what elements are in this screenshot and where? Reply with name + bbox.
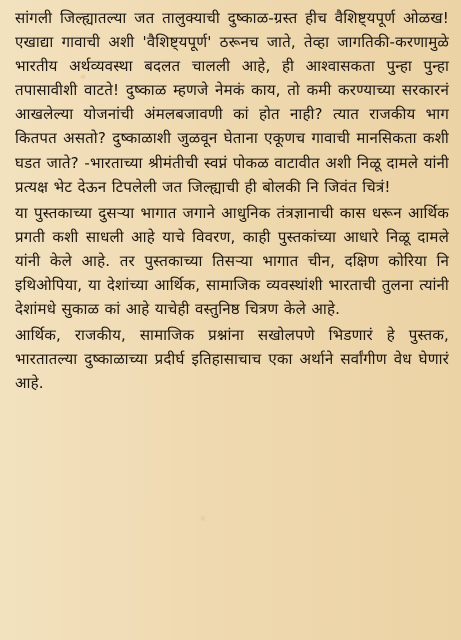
paragraph-2: या पुस्तकाच्या दुसऱ्या भागात जगाने आधुनिक तंत्रज्ञानाची कास धरून आर्थिक प्रगती कशी साधली आहे याचे विवरण, काही पुस्तकांच्या आधारे निळू दामले यांनी केले आहे. तर पुस्तकाच्या तिसऱ्या भागात चीन, दक्षिण कोरिया नि इथिओपिया, या देशांच्या आर्थिक, सामाजिक व्यवस्थांशी भारताची तुलना त्यांनी देशांमधे सुकाळ कां आहे याचेही वस्तुनिष्ठ चित्रण केले आहे. — [15, 203, 449, 319]
paragraph-3: आर्थिक, राजकीय, सामाजिक प्रश्नांना सखोलपणे भिडणारं हे पुस्तक, भारतातल्या दुष्काळाच्या प्रदीर्घ इतिहासाचाच एका अर्थाने सर्वांगीण वेध घेणारं आहे. — [15, 326, 449, 393]
paragraph-1: सांगली जिल्ह्यातल्या जत तालुक्याची दुष्काळ-ग्रस्त हीच वैशिष्ट्यपूर्ण ओळख! एखाद्या गावाची अशी 'वैशिष्ट्यपूर्ण' ठरूनच जाते, तेव्हा जागतिकी-करणामुळे भारतीय अर्थव्यवस्था बदलत चालली आहे, ही आश्वासकता पुन्हा पुन्हा तपासावीशी वाटते! दुष्काळ म्हणजे नेमकं काय, तो कमी करण्याच्या सरकारनं आखलेल्या योजनांची अंमलबजावणी कां होत नाही? त्यात राजकीय भाग कितपत असतो? दुष्काळाशी जुळवून घेताना एकूणच गावाची मानसिकता कशी घडत जाते? -भारताच्या श्रीमंतीची स्वप्नं पोकळ वाटावीत अशी निळू दामले यांनी प्रत्यक्ष भेट देऊन टिपलेली जत जिल्ह्याची ही बोलकी नि जिवंत चित्रं! — [15, 9, 449, 196]
article-text — [15, 6, 449, 396]
